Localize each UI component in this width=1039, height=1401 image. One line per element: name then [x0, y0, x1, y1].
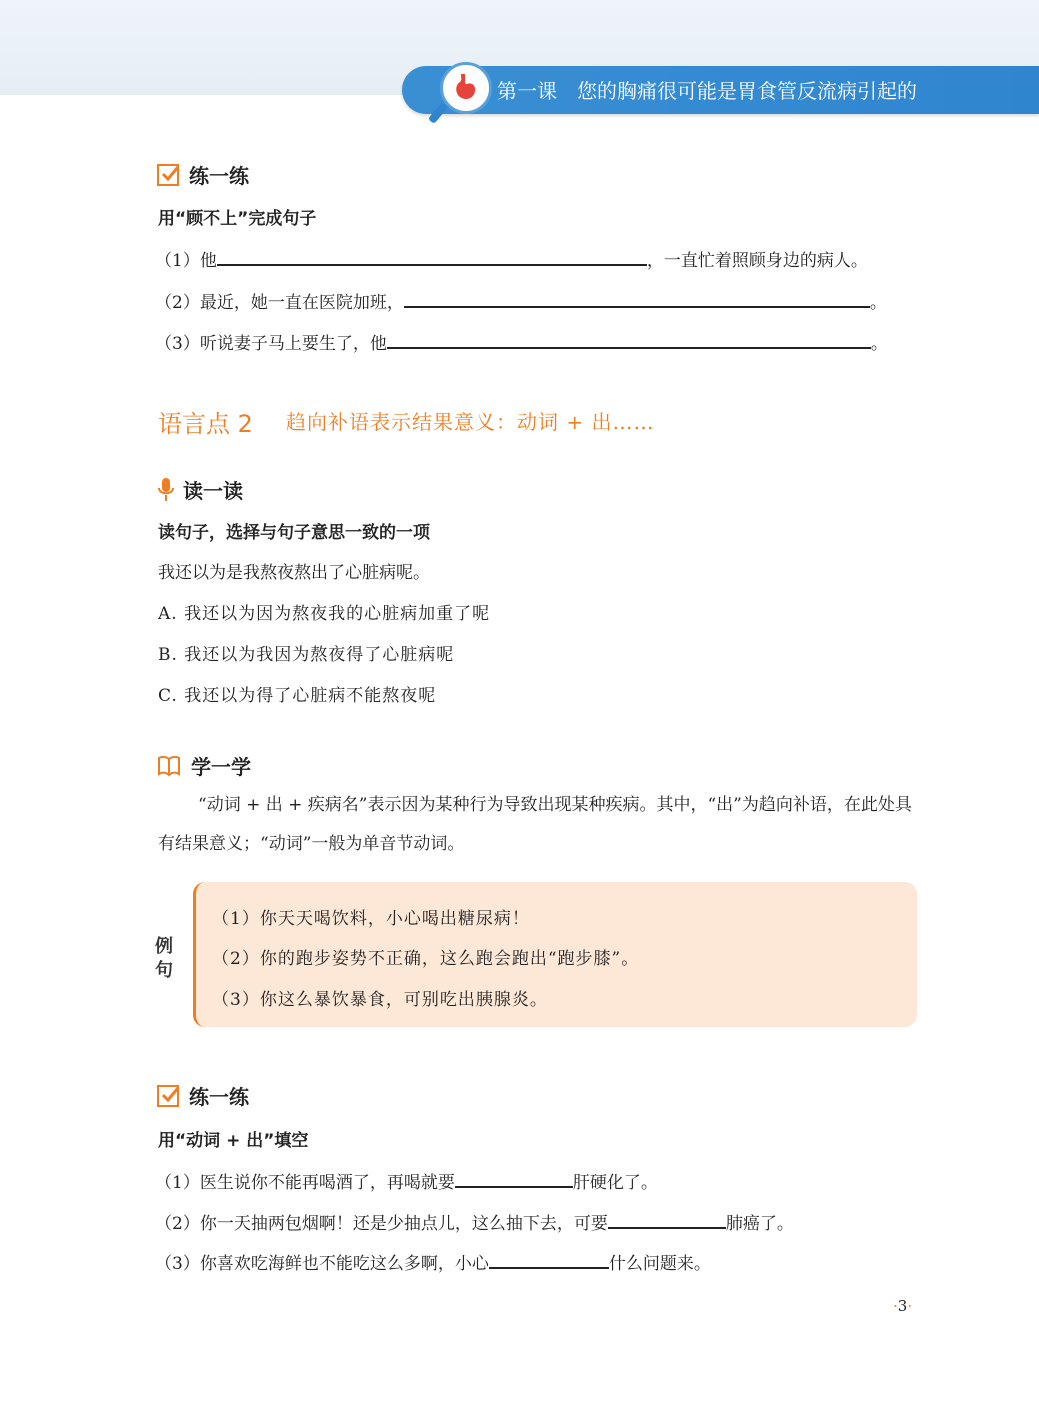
option-c[interactable]: C. 我还以为得了心脏病不能熬夜呢 [158, 686, 437, 706]
example-sentence: （2）你的跑步姿势不正确，这么跑会跑出“跑步膝”。 [212, 949, 640, 969]
page-number: ·3· [893, 1297, 913, 1315]
lesson-title: 您的胸痛很可能是胃食管反流病引起的 [577, 79, 917, 103]
checkbox-icon [157, 1085, 179, 1107]
practice1-heading: 练一练 [157, 160, 249, 189]
read-heading: 读一读 [157, 475, 243, 504]
practice2-item: （1）医生说你不能再喝酒了，再喝就要 肝硬化了。 [155, 1166, 658, 1193]
language-point-label: 语言点 2 [158, 410, 253, 438]
practice2-item: （2）你一天抽两包烟啊！还是少抽点儿，这么抽下去，可要 肺癌了。 [155, 1207, 794, 1234]
answer-blank[interactable] [387, 327, 871, 349]
microphone-icon [157, 477, 175, 503]
answer-blank[interactable] [455, 1166, 573, 1188]
answer-blank[interactable] [217, 244, 647, 266]
learn-heading: 学一学 [157, 751, 251, 780]
read-instruction: 读句子，选择与句子意思一致的一项 [158, 523, 430, 543]
examples-label: 例句 [155, 936, 173, 981]
banner-text [497, 75, 917, 104]
practice2-item: （3）你喜欢吃海鲜也不能吃这么多啊，小心 什么问题来。 [155, 1247, 711, 1274]
lesson-number: 第一课 [497, 79, 557, 103]
option-a[interactable]: A. 我还以为因为熬夜我的心脏病加重了呢 [158, 604, 491, 624]
answer-blank[interactable] [489, 1247, 609, 1269]
learn-paragraph: “动词 + 出 + 疾病名”表示因为某种行为导致出现某种疾病。其中，“出”为趋向补语，在此处具有结果意义；“动词”一般为单音节动词。 [158, 795, 912, 854]
book-icon [157, 755, 181, 777]
lesson-banner [402, 66, 1039, 114]
answer-blank[interactable] [608, 1207, 726, 1229]
practice2-heading: 练一练 [157, 1081, 249, 1110]
option-b[interactable]: B. 我还以为我因为熬夜得了心脏病呢 [158, 645, 455, 665]
read-sentence: 我还以为是我熬夜熬出了心脏病呢。 [158, 563, 430, 583]
example-sentence: （1）你天天喝饮料，小心喝出糖尿病！ [212, 909, 530, 929]
practice2-instruction: 用“动词 + 出”填空 [158, 1131, 309, 1151]
example-sentence: （3）你这么暴饮暴食，可别吃出胰腺炎。 [212, 990, 548, 1010]
practice1-item: （3）听说妻子马上要生了，他 。 [155, 327, 888, 354]
practice1-instruction: 用“顾不上”完成句子 [158, 209, 317, 229]
practice1-item: （2）最近，她一直在医院加班， 。 [155, 286, 887, 313]
stomach-magnifier-icon [440, 62, 492, 114]
checkbox-icon [157, 164, 179, 186]
practice1-item: （1）他 ，一直忙着照顾身边的病人。 [155, 244, 868, 271]
answer-blank[interactable] [404, 286, 870, 308]
language-point-title: 趋向补语表示结果意义：动词 + 出…… [286, 410, 655, 434]
